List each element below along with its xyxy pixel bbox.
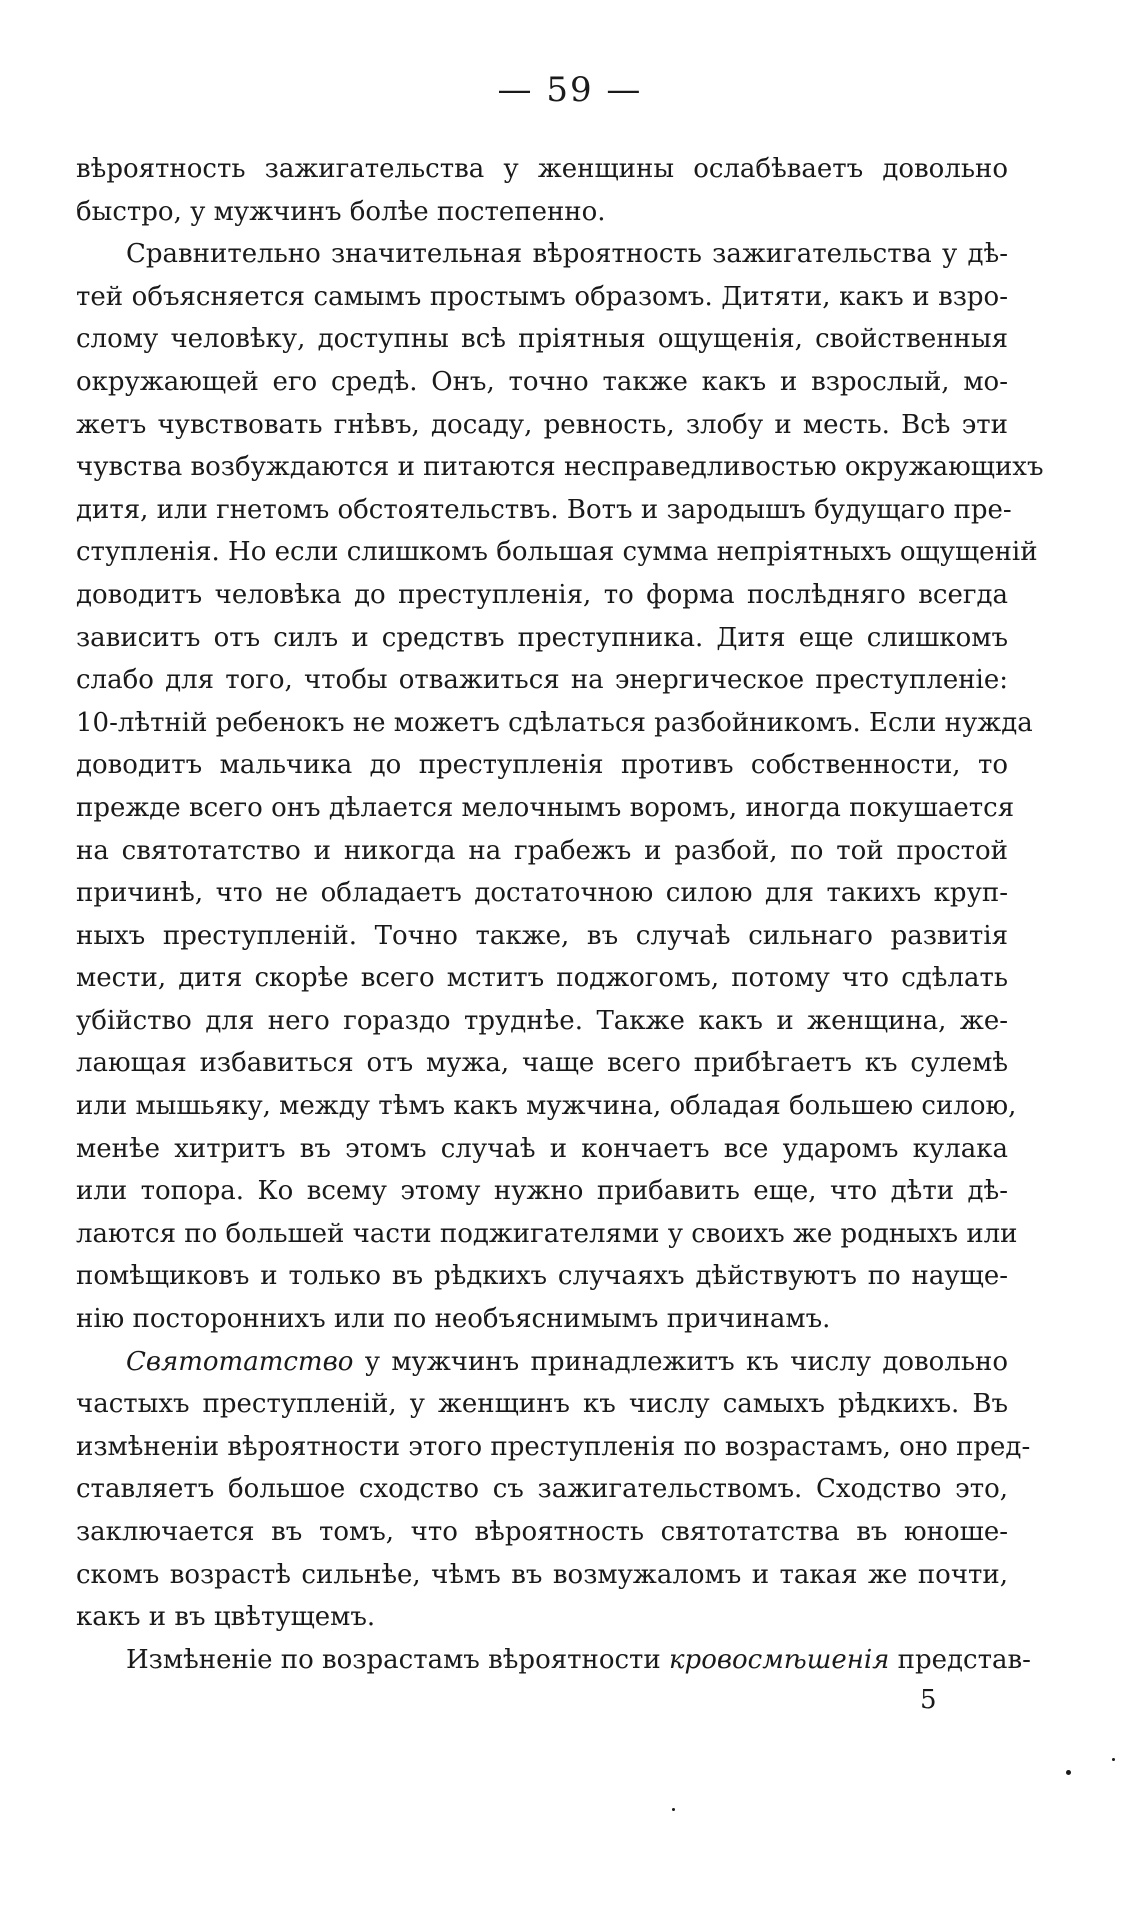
text-line (76, 830, 1008, 873)
italic-term: кровосмѣшенія (669, 1644, 890, 1675)
text-line (76, 1128, 1008, 1171)
text-line (76, 1596, 1008, 1639)
line-text: ставляетъ большое сходство съ зажигательствомъ. Сходство это, (76, 1474, 1008, 1505)
line-text: нію постороннихъ или по необъяснимымъ причинамъ. (76, 1304, 831, 1335)
text-line (76, 1042, 1008, 1085)
text-line (76, 787, 1015, 830)
line-text: прежде всего онъ дѣлается мелочнымъ воромъ, иногда покушается (76, 792, 1015, 823)
text-line (76, 702, 1033, 745)
line-text: слабо для того, чтобы отважиться на энергическое преступленіе: (76, 665, 1008, 696)
text-line (76, 1426, 1031, 1469)
line-text: быстро, у мужчинъ болѣе постепенно. (76, 196, 606, 227)
line-text: менѣе хитритъ въ этомъ случаѣ и кончаетъ все ударомъ кулака (76, 1133, 1008, 1164)
text-line (76, 1341, 1008, 1384)
line-text: Сравнительно значительная вѣроятность зажигательства у дѣ- (126, 239, 1008, 270)
line-text: скомъ возрастѣ сильнѣе, чѣмъ въ возмужаломъ и такая же почти, (76, 1559, 1008, 1590)
text-line (76, 1511, 1008, 1554)
line-text: ныхъ преступленій. Точно также, въ случаѣ сильнаго развитія (76, 920, 1008, 951)
text-line (76, 915, 1008, 958)
line-text: дитя, или гнетомъ обстоятельствъ. Вотъ и зародышъ будущаго пре- (76, 494, 1012, 525)
line-text: или мышьяку, между тѣмъ какъ мужчина, обладая большею силою, (76, 1091, 1017, 1122)
line-text: тей объясняется самымъ простымъ образомъ. Дитяти, какъ и взро- (76, 281, 1008, 312)
text-line (76, 872, 1008, 915)
text-line (76, 957, 1008, 1000)
text-line (76, 318, 1008, 361)
line-text: причинѣ, что не обладаетъ достаточною силою для такихъ круп- (76, 878, 1008, 909)
line-text: или топора. Ко всему этому нужно прибавить еще, что дѣти дѣ- (76, 1176, 1008, 1207)
text-line (76, 446, 1044, 489)
page-number: — 59 — (497, 70, 643, 110)
page-body (76, 148, 1044, 1681)
text-line (76, 404, 1008, 447)
line-text: у мужчинъ принадлежитъ къ числу довольно (353, 1346, 1008, 1377)
text-line (76, 1554, 1008, 1597)
italic-term: Святотатство (126, 1346, 354, 1377)
text-line (76, 1085, 1017, 1128)
text-line (76, 1213, 1018, 1256)
line-text: жетъ чувствовать гнѣвъ, досаду, ревность, злобу и месть. Всѣ эти (76, 409, 1008, 440)
ink-speck (1112, 1758, 1115, 1761)
line-text: какъ и въ цвѣтущемъ. (76, 1602, 376, 1633)
text-line (76, 1000, 1008, 1043)
line-text: лающая избавиться отъ мужа, чаще всего прибѣгаетъ къ сулемѣ (76, 1048, 1008, 1079)
text-line (76, 659, 1008, 702)
text-line (76, 361, 1008, 404)
signature-mark: 5 (920, 1685, 937, 1715)
line-text: ступленія. Но если слишкомъ большая сумма непріятныхъ ощущеній (76, 537, 1038, 568)
ink-speck (1066, 1770, 1071, 1775)
line-text: чувства возбуждаются и питаются несправедливостью окружающихъ (76, 452, 1044, 483)
line-text: мести, дитя скорѣе всего мститъ поджогомъ, потому что сдѣлать (76, 963, 1008, 994)
text-line (76, 531, 1038, 574)
line-text: слому человѣку, доступны всѣ пріятныя ощущенія, свойственныя (76, 324, 1008, 355)
line-text: зависитъ отъ силъ и средствъ преступника. Дитя еще слишкомъ (76, 622, 1008, 653)
line-text: доводитъ мальчика до преступленія противъ собственности, то (76, 750, 1008, 781)
line-text: убійство для него гораздо труднѣе. Также какъ и женщина, же- (76, 1005, 1008, 1036)
text-line (76, 1298, 1008, 1341)
line-text: на святотатство и никогда на грабежъ и разбой, по той простой (76, 835, 1008, 866)
text-line (76, 191, 1008, 234)
line-text: Измѣненіе по возрастамъ вѣроятности (126, 1644, 670, 1675)
line-text: вѣроятность зажигательства у женщины ослабѣваетъ довольно (76, 154, 1008, 184)
line-text: доводитъ человѣка до преступленія, то форма послѣдняго всегда (76, 579, 1008, 610)
text-line (76, 489, 1012, 532)
text-line (76, 276, 1008, 319)
line-text: измѣненіи вѣроятности этого преступленія по возрастамъ, оно пред- (76, 1431, 1031, 1462)
text-line (76, 1170, 1008, 1213)
text-line (76, 233, 1008, 276)
line-text: окружающей его средѣ. Онъ, точно также какъ и взрослый, мо- (76, 366, 1008, 397)
text-line (76, 1639, 1031, 1682)
line-text: помѣщиковъ и только въ рѣдкихъ случаяхъ дѣйствуютъ по науще- (76, 1261, 1008, 1292)
line-text: лаются по большей части поджигателями у своихъ же родныхъ или (76, 1218, 1018, 1249)
text-line (76, 574, 1008, 617)
line-text: заключается въ томъ, что вѣроятность святотатства въ юноше- (76, 1517, 1008, 1547)
text-line (76, 744, 1008, 787)
line-text: представ- (889, 1644, 1031, 1675)
line-text: 10-лѣтній ребенокъ не можетъ сдѣлаться разбойникомъ. Если нужда (76, 707, 1033, 738)
line-text: частыхъ преступленій, у женщинъ къ числу самыхъ рѣдкихъ. Въ (76, 1389, 1008, 1420)
text-line (76, 1468, 1008, 1511)
text-line (76, 1255, 1008, 1298)
text-line (76, 1383, 1008, 1426)
text-line (76, 617, 1008, 660)
text-line (76, 148, 1008, 191)
ink-speck (672, 1808, 675, 1811)
